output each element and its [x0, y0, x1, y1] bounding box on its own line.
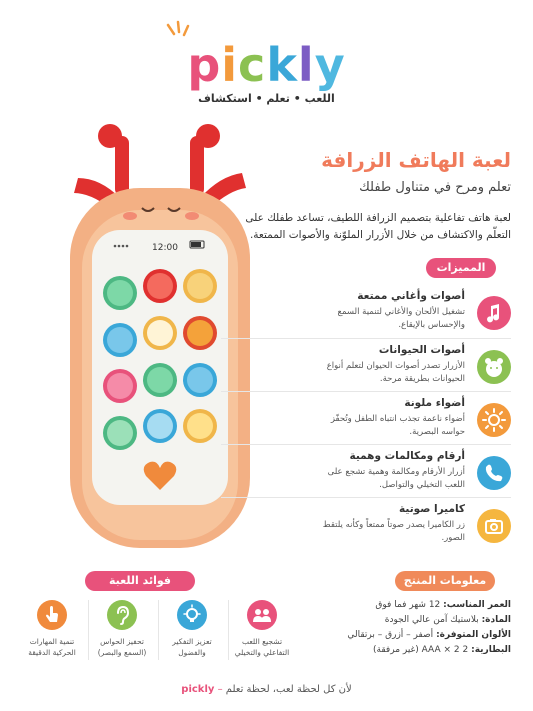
benefit-label: تحفيز الحواس (السمع والبصر) [97, 637, 147, 657]
feature-desc: زر الكاميرا يصدر صوتاً ممتعاً وكأنه يلتقط الصور. [322, 520, 465, 543]
info-row: البطارية: 2 AAA × 2 (غير مرفقة) [373, 645, 511, 655]
divider [221, 497, 511, 498]
people-icon [247, 600, 277, 630]
divider [158, 600, 159, 660]
phone-screen-time: 12:00 [152, 243, 178, 253]
feature-desc: الأزرار تصدر أصوات الحيوان لتعلم أنواع الحيوانات بطريقة مرحة. [326, 361, 465, 384]
feature-title: أصوات وأغاني ممتعة [357, 290, 465, 302]
feature-desc: أضواء ناعمة تجذب انتباه الطفل وتُحفّز حواسه البصرية. [330, 414, 465, 437]
logo-letter: l [297, 38, 315, 92]
ear-icon [107, 600, 137, 630]
feature-item [221, 397, 511, 455]
brand-logo [0, 40, 533, 90]
info-row: العمر المناسب: 12 شهر فما فوق [375, 600, 511, 610]
divider [228, 600, 229, 660]
benefit-item [162, 600, 222, 658]
animal-face-icon [477, 350, 511, 384]
feature-title: كاميرا صوتية [399, 503, 465, 515]
benefit-item [232, 600, 292, 658]
footer [0, 684, 533, 695]
feature-desc: تشغيل الألحان والأغاني لتنمية السمع والإحساس بالإيقاع. [337, 307, 465, 330]
benefit-label: تعزيز التفكير والفضول [172, 637, 212, 657]
info-row: الألوان المتوفرة: أصفر – أزرق – برتقالي [347, 630, 511, 640]
features-heading: المميزات [426, 258, 496, 278]
feature-desc: أزرار الأرقام ومكالمة وهمية تشجع على اللعب التخيلي والتواصل. [327, 467, 465, 490]
camera-icon [477, 509, 511, 543]
brand-tagline: اللعب • تعلم • استكشاف [198, 92, 335, 105]
benefit-label: تنمية المهارات الحركية الدقيقة [28, 637, 76, 657]
footer-text: لأن كل لحظة لعب، لحظة تعلم [225, 684, 352, 695]
feature-title: أرقام ومكالمات وهمية [349, 450, 465, 462]
logo-letter: i [221, 38, 239, 92]
lightbulb-icon [177, 600, 207, 630]
feature-title: أضواء ملونة [404, 397, 465, 409]
benefits-heading: فوائد اللعبة [85, 571, 195, 591]
benefit-item [92, 600, 152, 658]
logo-letter: k [266, 38, 298, 92]
divider [221, 338, 511, 339]
divider [221, 391, 511, 392]
sun-icon [477, 403, 511, 437]
logo-letter: p [187, 38, 222, 92]
feature-item [221, 344, 511, 402]
product-subtitle: تعلم ومرح في متناول طفلك [359, 180, 511, 195]
feature-title: أصوات الحيوانات [378, 344, 465, 356]
hand-tap-icon [37, 600, 67, 630]
logo-letter: c [238, 38, 267, 92]
info-heading: معلومات المنتج [395, 571, 495, 591]
footer-dash: – [217, 684, 223, 695]
benefit-label: تشجيع اللعب التفاعلي والتخيلي [234, 637, 290, 657]
product-title: لعبة الهاتف الزرافة [321, 148, 511, 172]
divider [88, 600, 89, 660]
divider [221, 444, 511, 445]
benefit-item [22, 600, 82, 658]
phone-icon [477, 456, 511, 490]
feature-item [221, 503, 511, 561]
feature-item [221, 450, 511, 508]
feature-item [221, 290, 511, 348]
product-intro: لعبة هاتف تفاعلية بتصميم الزرافة اللطيف، تساعد طفلك على التعلّم والاكتشاف من خلال الأزرار الملوّنة والأصوات الممتعة. [245, 212, 511, 241]
logo-letter: y [314, 38, 346, 92]
footer-brand: pickly [181, 684, 215, 695]
info-row: المادة: بلاستيك آمن عالي الجودة [384, 615, 511, 625]
music-note-icon [477, 296, 511, 330]
